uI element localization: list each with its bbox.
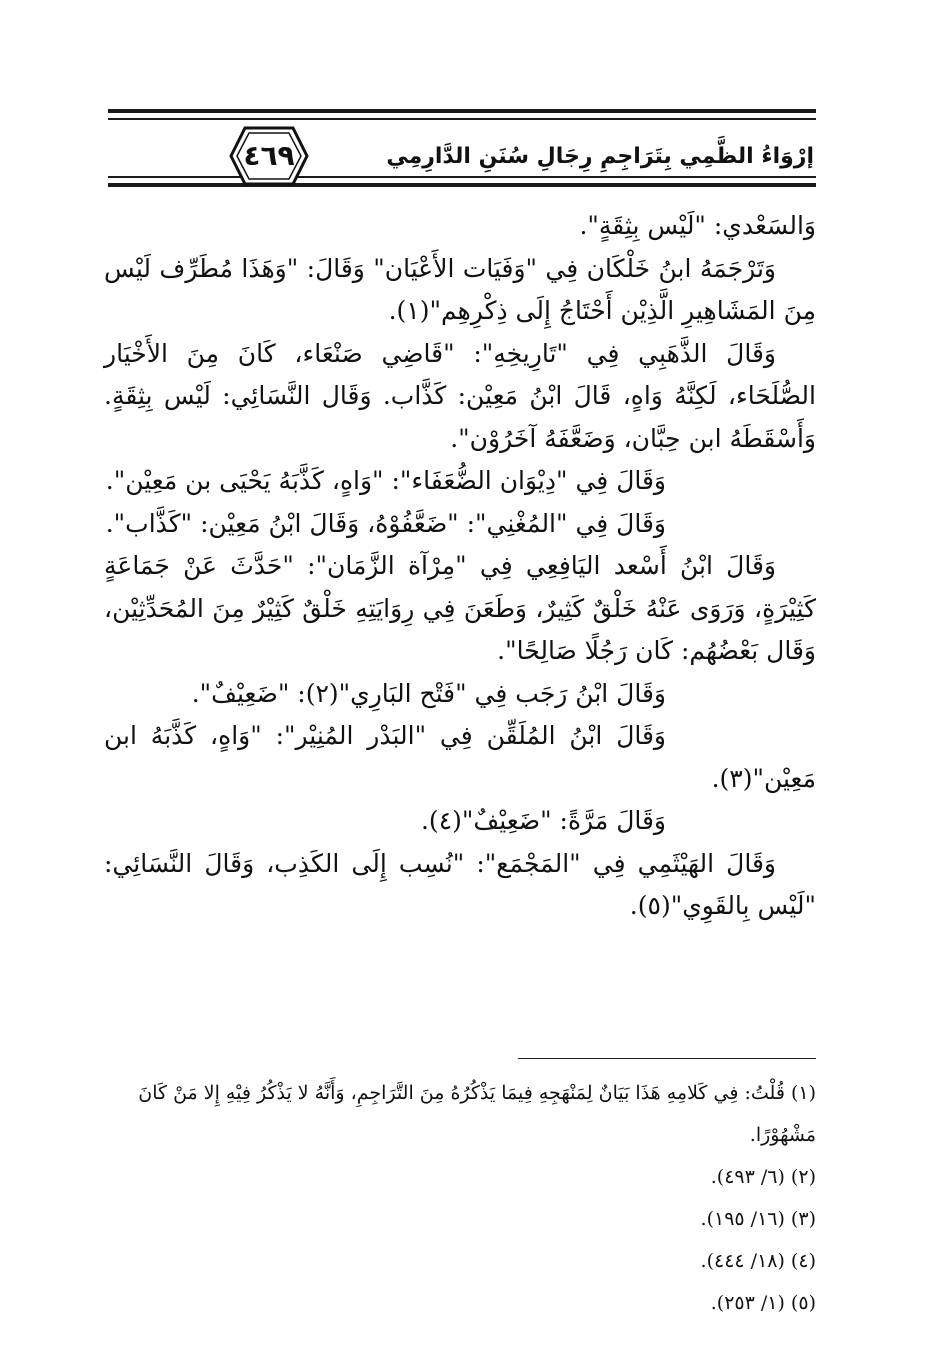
footnotes [104, 1072, 816, 1324]
paragraph: وَقَالَ فِي "دِيْوَان الضُّعَفَاء": "وَاهٍ، كَذَّبَهُ يَحْيَى بن مَعِيْن". [105, 466, 666, 495]
paragraph: وَقَالَ فِي "المُغْنِي": "ضَعَّفُوْهُ، وَقَالَ ابْنُ مَعِيْن: "كَذَّاب". [105, 508, 666, 538]
footnote: (٢) (٦/ ٤٩٣). [710, 1166, 816, 1188]
page-number-badge [229, 124, 309, 188]
paragraph: وَقَالَ ابْنُ أَسْعد اليَافِعِي فِي "مِرْآة الزَّمَان": "حَدَّثَ عَنْ جَمَاعَةٍ كَثِيْرَةٍ، وَرَوَى عَنْهُ خَلْقٌ كَثِيرٌ، وَطَعَنَ فِي رِوَايَتِهِ خَلْقٌ كَثِيْرٌ مِنَ المُحَدِّثِيْن، وَقَال بَعْضُهُم: كَان رَجُلًا صَالِحًا". [104, 551, 816, 665]
footnote: (٥) (١/ ٢٥٣). [710, 1292, 816, 1314]
paragraph: وَقَالَ ابْنُ رَجَب فِي "فَتْح البَارِي"(٢): "ضَعِيْفٌ". [191, 678, 666, 708]
paragraph: وَقَالَ مَرَّةً: "ضَعِيْفٌ"(٤). [420, 806, 666, 835]
main-text [104, 205, 816, 928]
header-rule-lower [108, 176, 816, 178]
page-number: ٤٦٩ [243, 139, 295, 172]
running-header-title: إرْوَاءُ الظَّمِي بِتَرَاجِمِ رِجَالِ سُنَنِ الدَّارِمِي [386, 144, 814, 169]
paragraph: وَقَالَ الهَيْثَمِي فِي "المَجْمَع": "نُسِب إِلَى الكَذِب، وَقَالَ النَّسَائِي: "لَيْس بِالقَوِي"(٥). [104, 848, 816, 920]
paragraph: وَتَرْجَمَهُ ابنُ خَلْكَان فِي "وَفَيَات الأَعْيَان" وَقَالَ: "وَهَذَا مُطَرِّف لَيْس مِنَ المَشَاهِيرِ الَّذِيْن أَحْتَاجُ إِلَى ذِكْرِهِم"(١). [104, 253, 816, 325]
paragraph: وَقَالَ ابْنُ المُلَقِّن فِي "البَدْر المُنِيْر": "وَاهٍ، كَذَّبَهُ ابن مَعِيْن"(٣). [104, 721, 816, 793]
header-rule-top [108, 109, 816, 113]
footnote: (١) قُلْتُ: فِي كَلامِهِ هَذَا بَيَانٌ لِمَنْهَجِهِ فِيمَا يَذْكُرُهُ مِنَ التَّرَاجِمِ، وَأَنَّهُ لا يَذْكُرُ فِيْهِ إِلا مَنْ كَانَ مَشْهُوْرًا. [138, 1082, 816, 1146]
header-rule-bottom [108, 183, 816, 187]
footnote-separator [518, 1058, 816, 1059]
footnote: (٤) (١٨/ ٤٤٤). [700, 1250, 816, 1272]
paragraph: وَقَالَ الذَّهَبِي فِي "تَارِيخِهِ": "قَاضِي صَنْعَاء، كَانَ مِنَ الأَخْيَار الصُّلَحَاء، لَكِنَّهُ وَاهٍ، قَالَ ابْنُ مَعِيْن: كَذَّاب. وَقَال النَّسَائِي: لَيْس بِثِقَةٍ. وَأَسْقَطَهُ ابن حِبَّان، وَضَعَّفَهُ آخَرُوْن". [104, 338, 816, 453]
header-rule-upper [108, 118, 816, 120]
paragraph: وَالسَعْدي: "لَيْس بِثِقَةٍ". [579, 211, 816, 240]
footnote: (٣) (١٦/ ١٩٥). [700, 1208, 816, 1230]
